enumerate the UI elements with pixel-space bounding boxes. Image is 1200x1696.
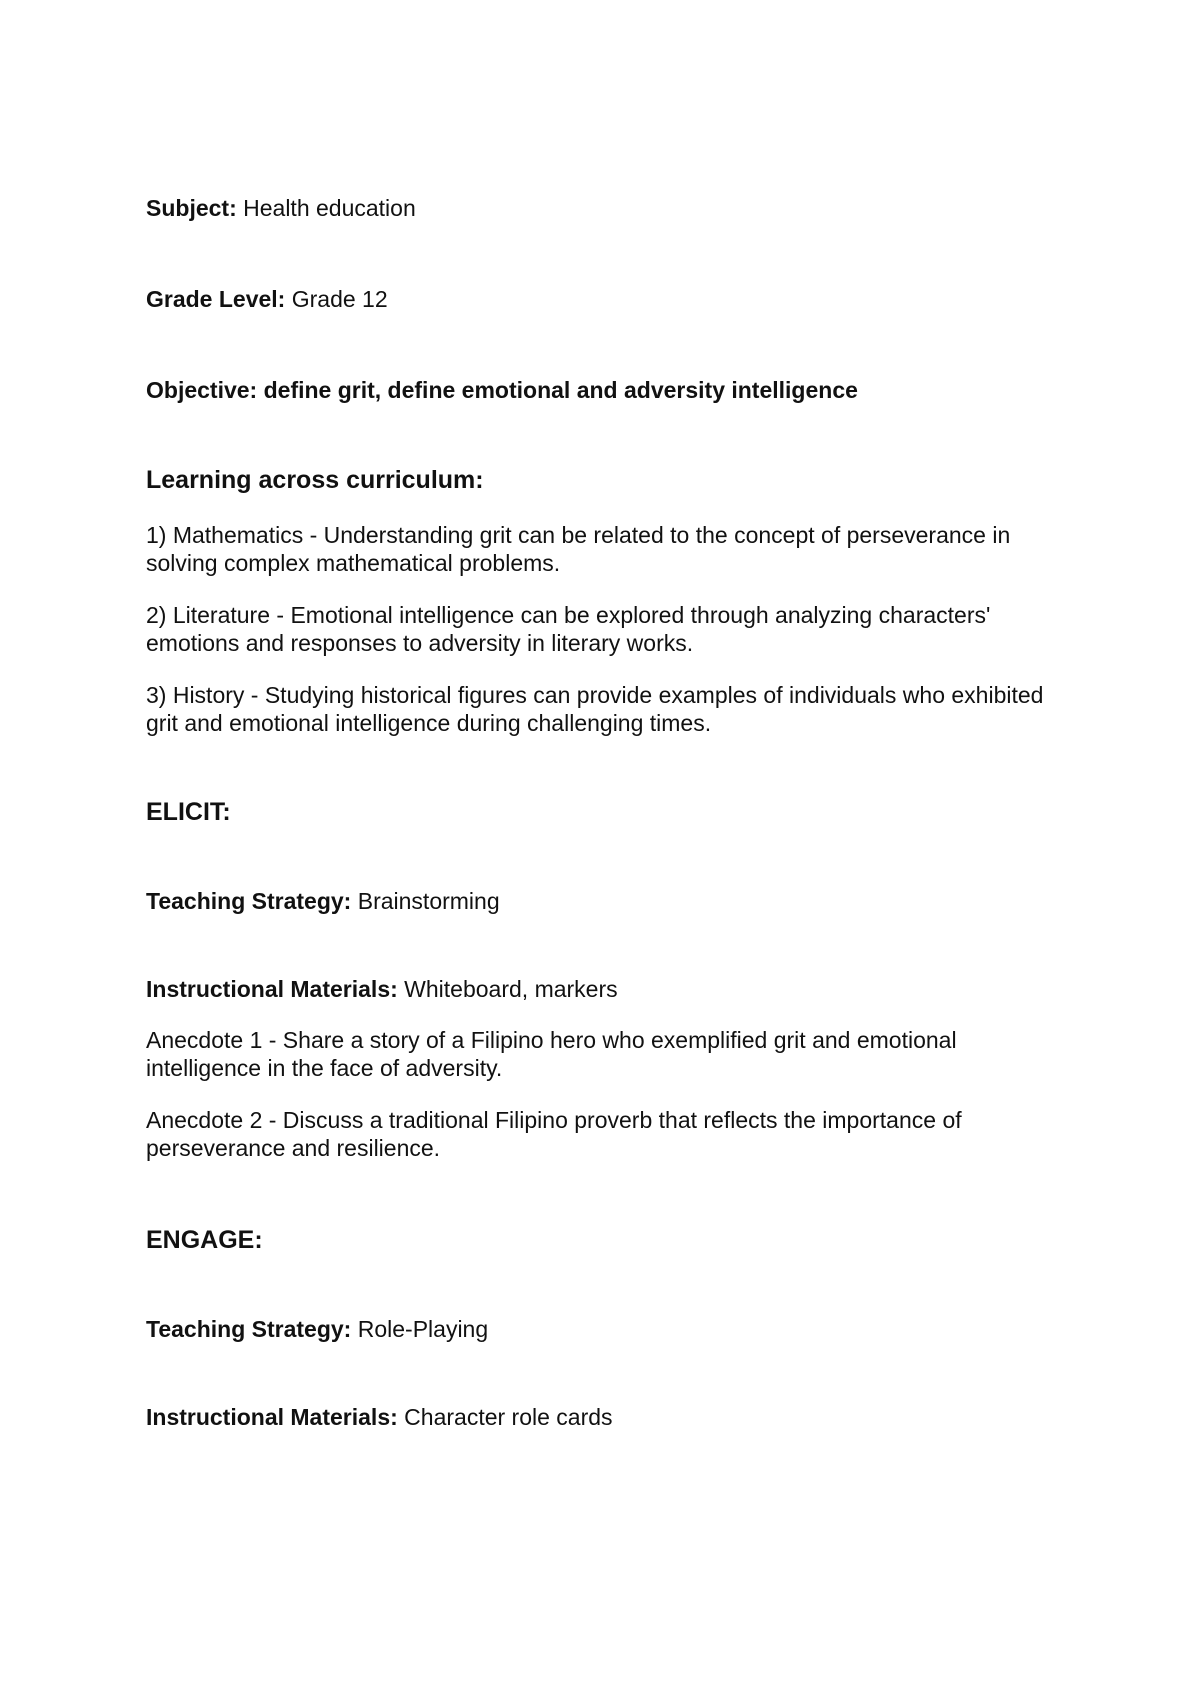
engage-instructional-materials-value: Character role cards — [404, 1404, 613, 1430]
elicit-teaching-strategy-line — [146, 887, 500, 915]
elicit-instructional-materials-line — [146, 975, 618, 1003]
curriculum-item-history: 3) History - Studying historical figures can provide examples of individuals who exhibited grit and emotional intelligence during challenging times. — [146, 682, 1044, 736]
learning-across-curriculum-heading: Learning across curriculum: — [146, 466, 484, 494]
elicit-instructional-materials-value: Whiteboard, markers — [404, 976, 618, 1002]
grade-level-value: Grade 12 — [291, 286, 388, 312]
elicit-instructional-materials-label: Instructional Materials: — [146, 976, 398, 1002]
engage-instructional-materials-line — [146, 1403, 613, 1431]
curriculum-item-mathematics: 1) Mathematics - Understanding grit can be related to the concept of perseverance in solving complex mathematical problems. — [146, 522, 1011, 576]
engage-heading: ENGAGE: — [146, 1226, 263, 1254]
objective-label: Objective: — [146, 377, 258, 403]
elicit-anecdote-1: Anecdote 1 - Share a story of a Filipino hero who exemplified grit and emotional intelligence in the face of adversity. — [146, 1027, 957, 1081]
objective-value: define grit, define emotional and adversity intelligence — [263, 377, 858, 403]
elicit-teaching-strategy-label: Teaching Strategy: — [146, 888, 352, 914]
objective-line — [146, 376, 858, 404]
grade-level-line — [146, 285, 388, 313]
subject-line — [146, 194, 416, 222]
engage-teaching-strategy-value: Role-Playing — [357, 1316, 489, 1342]
curriculum-item-literature: 2) Literature - Emotional intelligence can be explored through analyzing characters' emotions and responses to adversity in literary works. — [146, 602, 991, 656]
subject-label: Subject: — [146, 195, 237, 221]
elicit-heading: ELICIT: — [146, 798, 231, 826]
subject-value: Health education — [243, 195, 416, 221]
elicit-anecdote-2: Anecdote 2 - Discuss a traditional Filipino proverb that reflects the importance of perseverance and resilience. — [146, 1107, 962, 1161]
engage-instructional-materials-label: Instructional Materials: — [146, 1404, 398, 1430]
elicit-teaching-strategy-value: Brainstorming — [357, 888, 500, 914]
grade-level-label: Grade Level: — [146, 286, 286, 312]
engage-teaching-strategy-label: Teaching Strategy: — [146, 1316, 352, 1342]
engage-teaching-strategy-line — [146, 1315, 488, 1343]
